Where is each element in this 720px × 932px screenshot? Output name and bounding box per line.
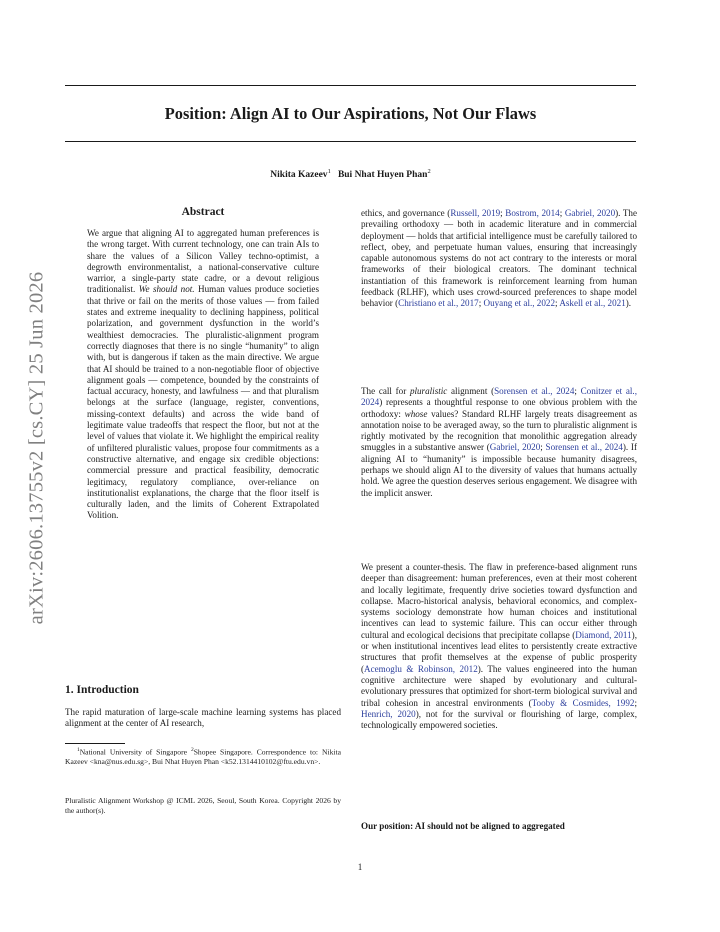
footnote-text: National University of Singapore (79, 747, 191, 757)
citation-link[interactable]: Sorensen et al., 2024 (494, 386, 575, 396)
author-name: Bui Nhat Huyen Phan (337, 170, 428, 181)
citation-link[interactable]: Gabriel, 2020 (564, 208, 616, 218)
position-statement: Our position: AI should not be aligned to aggregated (361, 821, 565, 831)
citation-link[interactable]: Gabriel, 2020 (489, 442, 541, 453)
body-paragraph: The call for pluralistic alignment (Sorensen et al., 2024; Conitzer et al., 2024) represents a thoughtful response to one obvious problem with the orthodoxy: whose values? Standard RLHF largely treats disagreement as annotation noise to be averaged away, so the turn to pluralistic alignment is rightly motivated by the recognition that monolithic aggregation already smuggles in a substantive answer (Gabriel, 2020; Sorensen et al., 2024). If aligning AI to “humanity” is impossible because humanity disagrees, perhaps we should align AI to the diversity of values that humans actually hold. We agree the question deserves serious engagement. We disagree with the implicit answer. (361, 386, 637, 498)
citation-link[interactable]: Bostrom, 2014 (505, 208, 560, 218)
footnote-text: Shopee Singapore. Correspondence to: Nikita Kazeev <kna@nus.edu.sg>, Bui Nhat Huyen Phan <k52.1314410102@ftu.edu.vn>. (65, 747, 342, 767)
citation-link[interactable]: Conitzer et al., 2024 (361, 386, 637, 408)
top-rule (65, 85, 636, 86)
title-bottom-rule (65, 141, 636, 142)
citation-link[interactable]: Askell et al., 2021 (559, 298, 626, 309)
affiliation-mark: 2 (427, 168, 431, 175)
affiliation-footnote (65, 746, 341, 767)
citation-link[interactable]: Acemoglu & Robinson, 2012 (364, 663, 478, 674)
citation-link[interactable]: Henrich, 2020 (361, 708, 416, 719)
footnote-mark: 2 (190, 747, 194, 753)
page-number: 1 (357, 862, 363, 872)
body-paragraph: We present a counter-thesis. The flaw in preference-based alignment runs deeper than disagreement: human preferences, even at their most coherent and locally legitimate, frequently drive societies toward dysfunction and collapse. Macro-historical analysis, behavioral economics, and complex-systems sociology demonstrate how human choices and institutional incentives can lead to systemic failure. This can occur either through cultural and ecological decisions that precipitate collapse (Diamond, 2011), or when institutional incentives lead elites to persistently create extractive structures that profit themselves at the expense of public prosperity (Acemoglu & Robinson, 2012). The values engineered into the human cognitive architecture were shaped by evolutionary and cultural-evolutionary pressures that optimized for short-term biological survival and tribal cohesion in ancestral environments (Tooby & Cosmides, 1992; Henrich, 2020), not for the survival or flourishing of large, complex, technologically empowered societies. (361, 562, 637, 731)
citation-link[interactable]: Russell, 2019 (450, 208, 501, 218)
section-heading: 1. Introduction (65, 684, 139, 696)
citation-link[interactable]: Tooby & Cosmides, 1992 (531, 697, 635, 708)
author-name: Nikita Kazeev (270, 170, 328, 181)
abstract-text: We argue that aligning AI to aggregated human preferences is the wrong target. With current technology, one can train AIs to share the values of a Silicon Valley techno-optimist, a degrowth environmentalist, a national-conservative culture warrior, a single-party state cadre, or a devout religious traditionalist. (87, 228, 319, 295)
paper-title: Position: Align AI to Our Aspirations, Not Our Flaws (164, 104, 537, 123)
arxiv-identifier: arXiv:2606.13755v2 [cs.CY] 25 Jun 2026 (25, 271, 48, 625)
workshop-notice: Pluralistic Alignment Workshop @ ICML 2026, Seoul, South Korea. Copyright 2026 by the author(s). (65, 796, 341, 815)
abstract-emphasis: We should not. (138, 284, 195, 295)
body-paragraph: ethics, and governance (Russell, 2019; Bostrom, 2014; Gabriel, 2020). The prevailing orthodoxy — both in academic literature and in commercial deployment — holds that artificial intelligence must be carefully tailored to reflect, obey, and perpetuate human values, ensuring that increasingly capable autonomous systems do not act contrary to the interests or moral frameworks of their biological creators. The dominant technical instantiation of this framework is reinforcement learning from human feedback (RLHF), which uses crowd-sourced preferences to shape model behavior (Christiano et al., 2017; Ouyang et al., 2022; Askell et al., 2021). (361, 208, 638, 309)
abstract-text: Human values produce societies that thrive or fail on the merits of those values — from failed states and extreme inequality to declining happiness, political polarization, and government dysfunction in the world’s wealthiest democracies. The pluralistic-alignment program correctly diagnoses that there is no single “humanity” to align with, but is dangerous if taken as the main directive. We argue that AI should be trained to a non-negotiable floor of objective alignment goals — competence, bounded by the constraints of factual accuracy, honesty, and lawfulness — and that pluralism belongs at the surface (language, register, conventions, missing-context defaults) and across the wide band of legitimate value tradeoffs that respect the floor, but not at the level of values that violate it. We highlight the empirical reality of unfiltered pluralistic values, propose four commitments as a constructive alternative, and engage six credible objections: commercial pressure and practical feasibility, democratic legitimacy, regulatory compliance, over-reliance on institutionalist explanations, the charge that the floor itself is culturally laden, and the limits of Coherent Extrapolated Volition. (87, 284, 319, 521)
abstract-heading: Abstract (181, 206, 225, 218)
affiliation-mark: 1 (327, 168, 331, 175)
citation-link[interactable]: Christiano et al., 2017 (398, 298, 479, 309)
author-line (65, 166, 636, 181)
abstract-body (87, 228, 319, 522)
citation-link[interactable]: Diamond, 2011 (575, 629, 632, 640)
citation-link[interactable]: Sorensen et al., 2024 (545, 442, 623, 453)
intro-paragraph: The rapid maturation of large-scale machine learning systems has placed alignment at the center of AI research, (65, 707, 341, 729)
footnote-rule (65, 743, 125, 744)
footnote-mark: 1 (76, 747, 80, 753)
citation-link[interactable]: Ouyang et al., 2022 (483, 298, 555, 309)
